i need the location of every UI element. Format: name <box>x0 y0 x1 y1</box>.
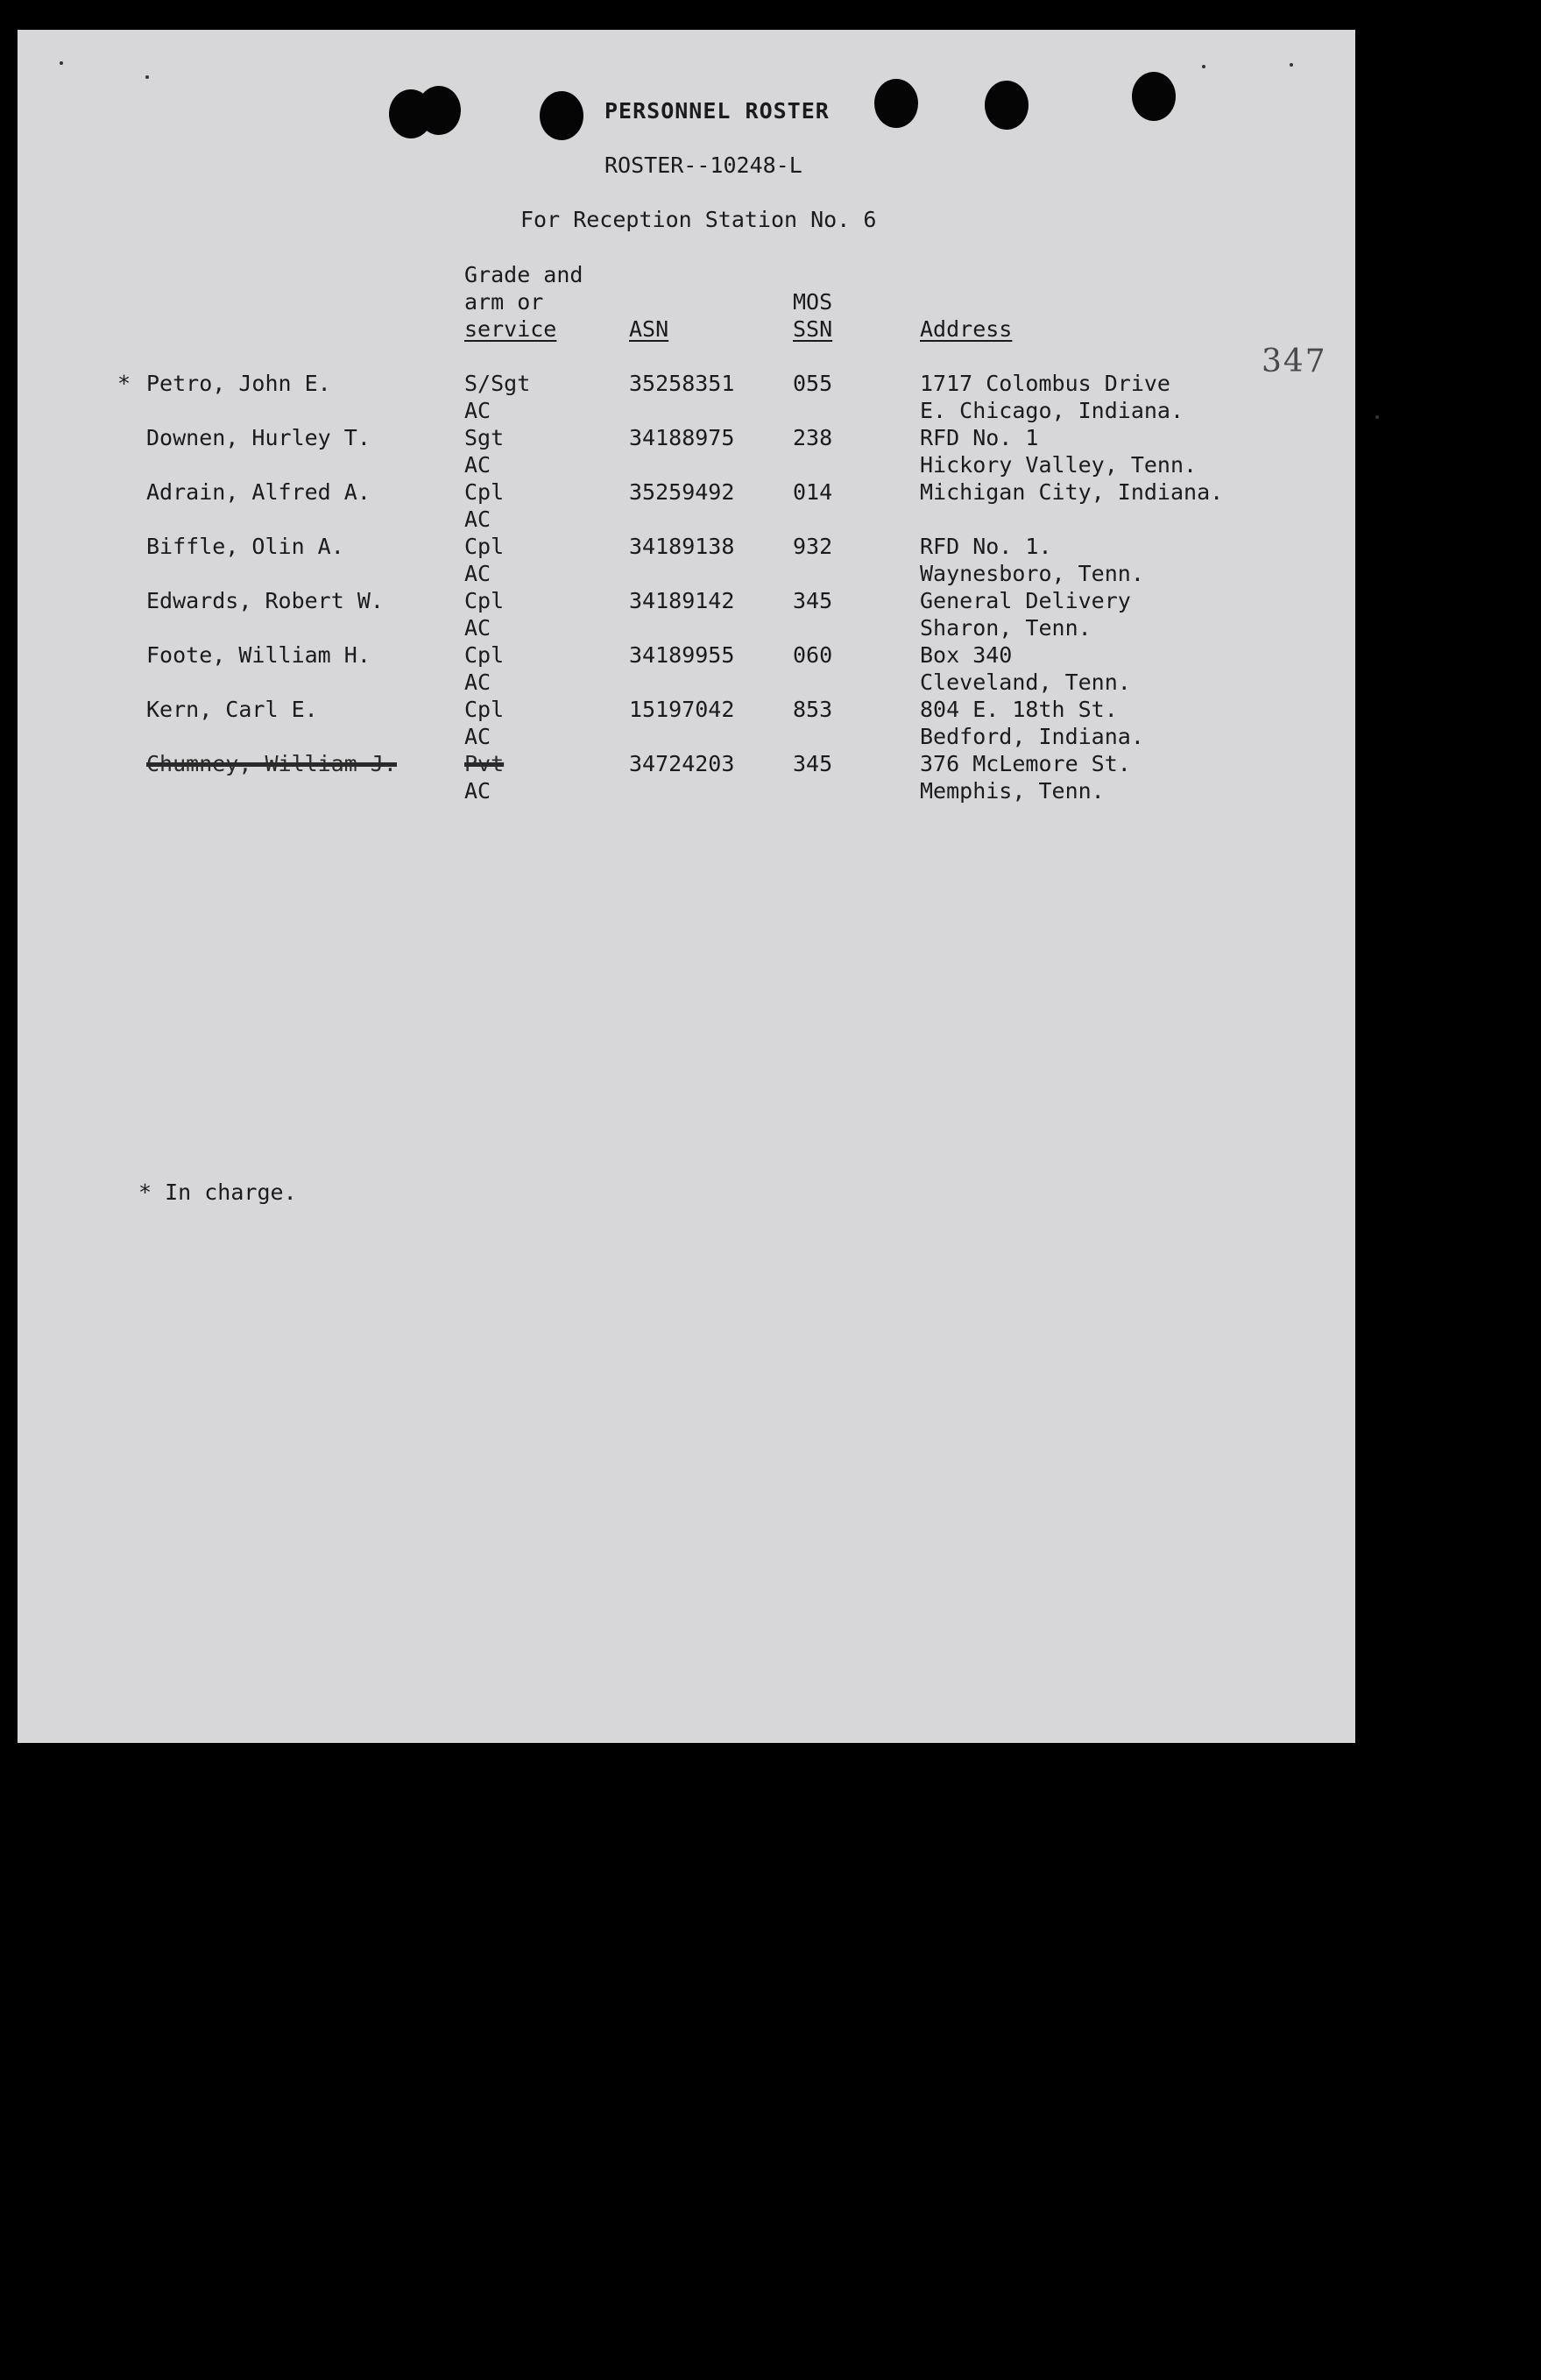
row-arm: AC <box>464 398 491 423</box>
footnote: * In charge. <box>138 1179 297 1205</box>
row-asn: 34189955 <box>629 642 735 668</box>
row-grade: Cpl <box>464 588 505 613</box>
punch-hole <box>417 86 461 135</box>
header-address: Address <box>920 316 1013 342</box>
speck <box>60 61 63 65</box>
row-name: Edwards, Robert W. <box>146 588 384 613</box>
document-subtitle: For Reception Station No. 6 <box>520 207 877 232</box>
row-address2: Hickory Valley, Tenn. <box>920 452 1198 478</box>
punch-hole <box>540 91 583 140</box>
row-arm: AC <box>464 561 491 586</box>
row-address2: Sharon, Tenn. <box>920 615 1092 641</box>
row-address2: E. Chicago, Indiana. <box>920 398 1184 423</box>
document-page <box>18 30 1355 1743</box>
speck <box>1375 415 1379 419</box>
row-address2: Bedford, Indiana. <box>920 724 1144 749</box>
row-address1: 804 E. 18th St. <box>920 697 1118 722</box>
row-grade: Cpl <box>464 479 505 505</box>
page-number: 347 <box>1262 344 1327 379</box>
row-ssn: 014 <box>793 479 833 505</box>
row-address1: Michigan City, Indiana. <box>920 479 1224 505</box>
row-arm: AC <box>464 778 491 804</box>
document-title: PERSONNEL ROSTER <box>604 98 830 124</box>
row-grade: Cpl <box>464 697 505 722</box>
row-address1: 376 McLemore St. <box>920 751 1131 776</box>
row-asn: 15197042 <box>629 697 735 722</box>
row-ssn: 345 <box>793 751 833 776</box>
row-ssn: 345 <box>793 588 833 613</box>
row-name: Downen, Hurley T. <box>146 425 371 450</box>
row-address2: Cleveland, Tenn. <box>920 669 1131 695</box>
header-asn: ASN <box>629 316 669 342</box>
header-grade-line1: Grade and <box>464 262 583 287</box>
row-address1: RFD No. 1 <box>920 425 1039 450</box>
row-asn: 35259492 <box>629 479 735 505</box>
row-arm: AC <box>464 669 491 695</box>
row-address1: General Delivery <box>920 588 1131 613</box>
roster-id: ROSTER--10248-L <box>604 152 802 178</box>
speck <box>145 75 149 79</box>
header-grade-line2: arm or <box>464 289 544 315</box>
row-ssn: 932 <box>793 534 833 559</box>
row-name: Petro, John E. <box>146 371 331 396</box>
row-mark: * <box>117 371 131 396</box>
row-asn: 35258351 <box>629 371 735 396</box>
row-arm: AC <box>464 506 491 532</box>
row-name: Kern, Carl E. <box>146 697 318 722</box>
row-arm: AC <box>464 724 491 749</box>
header-mos: MOS <box>793 289 833 315</box>
row-address1: Box 340 <box>920 642 1013 668</box>
row-ssn: 055 <box>793 371 833 396</box>
punch-hole <box>874 79 918 128</box>
row-arm: AC <box>464 452 491 478</box>
row-asn: 34189142 <box>629 588 735 613</box>
row-grade: Cpl <box>464 642 505 668</box>
header-ssn: SSN <box>793 316 833 342</box>
row-ssn: 238 <box>793 425 833 450</box>
row-ssn: 060 <box>793 642 833 668</box>
row-grade: Sgt <box>464 425 505 450</box>
row-address2: Memphis, Tenn. <box>920 778 1105 804</box>
row-address2: Waynesboro, Tenn. <box>920 561 1144 586</box>
row-grade: S/Sgt <box>464 371 531 396</box>
row-asn: 34724203 <box>629 751 735 776</box>
row-asn: 34189138 <box>629 534 735 559</box>
punch-hole <box>1132 72 1176 121</box>
row-arm: AC <box>464 615 491 641</box>
row-ssn: 853 <box>793 697 833 722</box>
header-grade-line3: service <box>464 316 557 342</box>
row-grade: Pvt <box>464 751 505 776</box>
row-asn: 34188975 <box>629 425 735 450</box>
row-name: Biffle, Olin A. <box>146 534 344 559</box>
row-grade: Cpl <box>464 534 505 559</box>
row-name: Chumney, William J. <box>146 751 397 776</box>
speck <box>1290 63 1293 67</box>
punch-hole <box>985 81 1029 130</box>
speck <box>1202 65 1205 68</box>
row-name: Foote, William H. <box>146 642 371 668</box>
row-name: Adrain, Alfred A. <box>146 479 371 505</box>
row-address1: RFD No. 1. <box>920 534 1052 559</box>
row-address1: 1717 Colombus Drive <box>920 371 1170 396</box>
